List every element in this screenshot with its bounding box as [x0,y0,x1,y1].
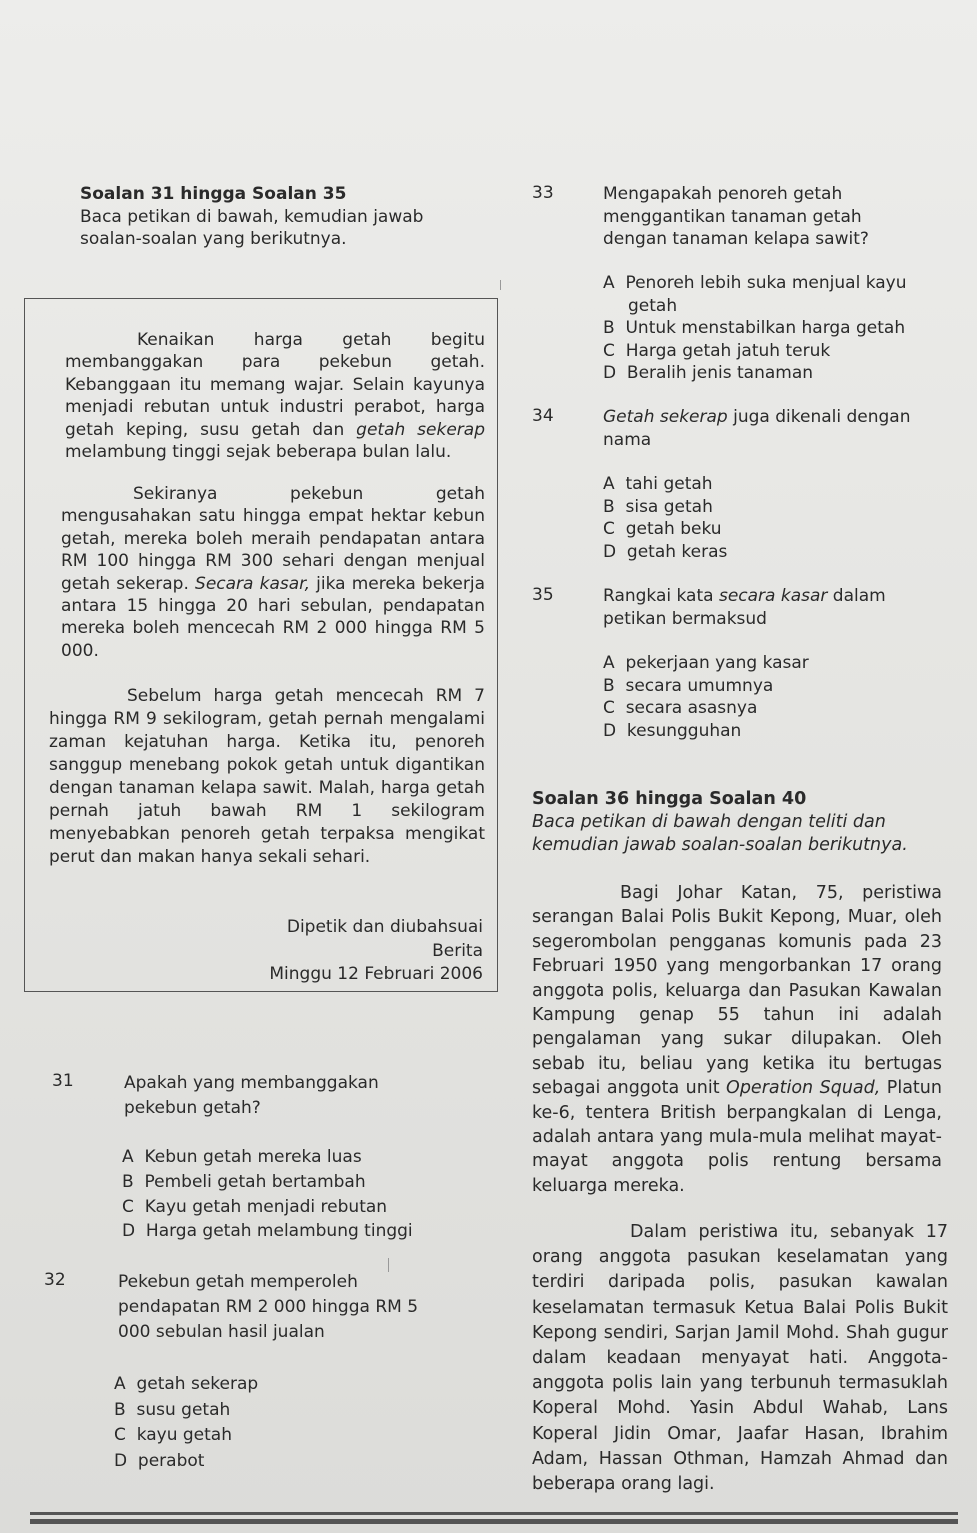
question-34-stem [603,406,911,451]
stem-line [603,406,911,429]
q31-option-d[interactable] [122,1219,413,1244]
q33-option-c[interactable] [603,340,907,363]
option-text: getah keras [626,541,728,562]
option-text: tahi getah [625,474,713,494]
passage-paragraph-3: Sebelum harga getah mencecah RM 7 hingga RM 9 sekilogram, getah pernah mengalami zaman kejatuhan harga. Ketika itu, penoreh sanggup menebang pokok getah untuk digantikan dengan tanaman kelapa sawit. Malah, harga getah pernah jatuh bawah RM 1 sekilogram menyebabkan penoreh getah terpaksa mengikat perut dan makan hanya sekali sehari. [49,686,485,867]
option-letter: C [603,698,615,718]
question-35-number: 35 [532,585,554,605]
left-instruction-line-2: soalan-soalan yang berikutnya. [80,229,347,250]
question-31-stem [124,1071,379,1121]
option-letter: B [114,1399,126,1420]
option-letter: D [122,1221,136,1242]
passage-paragraph-1: Kenaikan harga getah begitu membanggakan para pekebun getah. Kebanggaan itu memang wajar. Selain kayunya menjadi rebutan untuk industri perabot, harga getah keping, susu getah dan getah sekerap melambung tinggi sejak beberapa bulan lalu. [65,330,485,463]
q34-option-d[interactable] [603,541,727,564]
option-text: secara asasnya [625,698,758,718]
option-letter: B [603,675,615,696]
left-instruction-line-1: Baca petikan di bawah, kemudian jawab [80,206,424,227]
option-text-continued: getah [628,295,678,316]
story-italic: Operation Squad, [726,1078,881,1099]
question-33-options [603,272,907,385]
right-instruction-line-1: Baca petikan di bawah dengan teliti dan [532,812,886,832]
right-section-header [532,788,952,857]
option-letter: C [603,340,615,361]
option-text: getah beku [625,519,722,539]
option-letter: D [114,1450,128,1471]
story-text: Platun ke-6, tentera British berpangkalan di Lenga, adalah antara yang mula-mula melihat mayat-mayat anggota polis rentung bersama keluarga mereka. [532,1078,942,1196]
q33-option-d[interactable] [603,362,907,385]
question-34-options [603,473,727,563]
option-letter: D [603,541,617,562]
q34-option-c[interactable] [603,518,727,541]
bottom-rule-thick [30,1519,958,1524]
right-instruction-line-2: kemudian jawab soalan-soalan berikutnya. [532,835,908,855]
q33-option-a[interactable] [603,272,907,317]
option-text: Pembeli getah bertambah [144,1171,366,1192]
option-letter: A [603,273,615,293]
question-32-number: 32 [44,1270,66,1290]
q34-option-b[interactable] [603,496,727,519]
q32-option-d[interactable] [114,1449,258,1475]
question-32-stem [118,1270,418,1346]
option-text: Kayu getah menjadi rebutan [144,1196,388,1217]
option-text: kayu getah [136,1425,232,1445]
stem-line: pendapatan RM 2 000 hingga RM 5 [118,1297,419,1318]
option-letter: C [603,519,615,539]
option-text: secara umumnya [625,675,774,696]
option-letter: A [114,1374,126,1394]
stem-line: menggantikan tanaman getah [603,206,862,227]
option-letter: B [603,496,615,517]
option-letter: D [603,720,617,741]
source-line-3: Minggu 12 Februari 2006 [269,964,483,984]
option-text: pekerjaan yang kasar [625,653,809,673]
right-section-title: Soalan 36 hingga Soalan 40 [532,789,807,809]
option-letter: D [603,363,617,383]
q32-option-b[interactable] [114,1398,258,1424]
option-letter: A [122,1147,134,1167]
option-text: Harga getah melambung tinggi [145,1221,413,1242]
question-33-stem [603,183,869,251]
section-title-text: Soalan 31 hingga Soalan 35 [80,184,347,204]
stem-line: nama [603,429,652,450]
option-letter: B [603,318,615,338]
option-text: perabot [137,1450,205,1471]
option-letter: A [603,653,615,673]
stem-line: petikan bermaksud [603,608,767,629]
bottom-rule-thin [30,1512,958,1515]
stem-line: Pekebun getah memperoleh [118,1272,358,1292]
q33-option-b[interactable] [603,317,907,340]
question-31-options [122,1145,413,1244]
option-text: getah sekerap [136,1374,259,1394]
option-text: Penoreh lebih suka menjual kayu [625,273,907,293]
option-letter: B [122,1171,134,1192]
option-text: Untuk menstabilkan harga getah [625,318,906,338]
passage-paragraph-2: Sekiranya pekebun getah mengusahakan satu hingga empat hektar kebun getah, mereka boleh meraih pendapatan antara RM 100 hingga RM 300 sehari dengan menjual getah sekerap. Secara kasar, jika mereka bekerja antara 15 hingga 20 hari sebulan, pendapatan mereka boleh mencecah RM 2 000 hingga RM 5 000. [61,484,485,661]
passage-source [269,916,483,987]
passage-box [24,298,498,992]
left-section-title [80,183,500,206]
stem-italic: secara kasar [718,586,828,606]
stem-line: 000 sebulan hasil jualan [118,1322,325,1343]
story-text: Bagi Johar Katan, 75, peristiwa serangan Balai Polis Bukit Kepong, Muar, oleh segerombolan pengganas komunis pada 23 Februari 1950 yang mengorbankan 17 orang anggota polis, keluarga dan Pasukan Kawalan Kampung genap 55 tahun ini adalah pengalaman yang sukar dilupakan. Oleh sebab itu, beliau yang ketika itu bertugas sebagai anggota unit [532,883,942,1099]
option-text: sisa getah [625,496,713,517]
question-32-options [114,1372,258,1474]
option-text: susu getah [136,1399,231,1420]
question-35-options [603,652,809,742]
q35-option-d[interactable] [603,720,809,743]
q35-option-a[interactable] [603,652,809,675]
option-text: kesungguhan [626,720,742,741]
question-33-number: 33 [532,183,554,203]
option-text: Beralih jenis tanaman [626,363,814,383]
question-34-number: 34 [532,406,554,426]
stem-italic: Getah sekerap [603,407,728,427]
stem-part: Rangkai kata [603,586,714,606]
q34-option-a[interactable] [603,473,727,496]
stem-line: Mengapakah penoreh getah [603,184,843,204]
question-31-number: 31 [52,1071,74,1091]
source-line-2: Berita [432,940,483,961]
scan-mark [500,280,501,290]
q31-option-b[interactable] [122,1170,413,1195]
story-paragraph-1 [532,881,942,1198]
q31-option-a[interactable] [122,1145,413,1170]
option-letter: A [603,474,615,494]
option-text: Kebun getah mereka luas [144,1147,362,1167]
q32-option-c[interactable] [114,1423,258,1449]
left-section-header [80,183,500,251]
story-text: Dalam peristiwa itu, sebanyak 17 orang anggota pasukan keselamatan yang terdiri daripada polis, pasukan kawalan keselamatan termasuk Ketua Balai Polis Bukit Kepong sendiri, Sarjan Jamil Mohd. Shah gugur dalam keadaan menyayat hati. Anggota-anggota polis lain yang terbunuh termasuklah Koperal Mohd. Yasin Abdul Wahab, Lans Koperal Jidin Omar, Jaafar Hasan, Ibrahim Adam, Hassan Othman, Hamzah Ahmad dan beberapa orang lagi. [532,1222,948,1495]
option-letter: C [122,1196,134,1217]
q31-option-c[interactable] [122,1195,413,1220]
q32-option-a[interactable] [114,1372,258,1398]
option-text: Harga getah jatuh teruk [625,340,831,361]
stem-line: dengan tanaman kelapa sawit? [603,229,869,250]
stem-rest: juga dikenali dengan [733,407,911,427]
option-letter: C [114,1425,126,1445]
question-35-stem [603,585,886,630]
stem-line: pekebun getah? [124,1098,261,1118]
story-paragraph-2 [532,1220,948,1497]
q35-option-c[interactable] [603,697,809,720]
stem-line: Apakah yang membanggakan [124,1073,379,1093]
stem-part: dalam [832,586,886,606]
stem-line [603,585,886,608]
q35-option-b[interactable] [603,675,809,698]
source-line-1: Dipetik dan diubahsuai [286,917,483,937]
